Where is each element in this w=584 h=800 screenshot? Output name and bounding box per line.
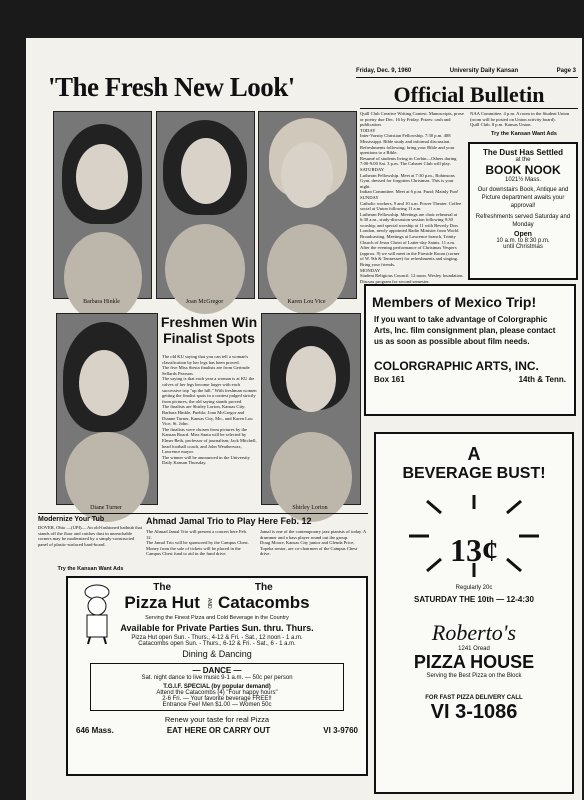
- beverage-a: A: [467, 444, 481, 464]
- story-paragraph: The saying is that each year a woman is at KU the calves of her legs become larger with each successive trip "up the hill." With freshman women getting the finalist spots in a contest judged strictly from pictures, the old saying stands proved.: [162, 376, 257, 404]
- pizza-hut-private: Available for Private Parties Sun. thru. Thurs.: [120, 623, 314, 633]
- want-ads-line-tub: Try the Kansan Want Ads: [57, 566, 124, 572]
- story-paragraph: The winner will be announced in the University Daily Kansan Thursday.: [162, 454, 250, 466]
- pizza-hut-name: Pizza Hut: [124, 593, 200, 612]
- story-headline: Freshmen Win Finalist Spots: [160, 314, 258, 346]
- pizza-hut-eat: EAT HERE OR CARRY OUT: [166, 726, 271, 735]
- story-paragraph: The finalists are Shirley Lorton, Kansas City; Barbara Hinkle, Pueblo; Joan McGregor and Dianne Turner, Kansas City, Mo., and Karen Lou Vice, St. John.: [162, 404, 253, 427]
- book-nook-until: until Christmas: [503, 244, 543, 250]
- beverage-regularly: Regularly 20c: [455, 585, 493, 591]
- tgif-line-1: Attend the Catacombs (4) "Four happy hours": [156, 690, 278, 696]
- newspaper-page: [26, 38, 582, 800]
- catacombs-name: Catacombs: [217, 593, 310, 612]
- caption-karen-lou-vice: Karen Lou Vice: [287, 299, 326, 305]
- mexico-headline: Members of Mexico Trip!: [372, 294, 537, 310]
- jamal-headline: Ahmad Jamal Trio to Play Here Feb. 12: [146, 516, 312, 526]
- dance-box: [90, 663, 344, 711]
- pizza-hut-serving: Serving the Finest Pizza and Cold Beverage in the Country: [145, 615, 289, 621]
- caption-shirley-lorton: Shirley Lorton: [292, 505, 328, 511]
- dance-line: Sat. night dance to live music 9-1 a.m. — 50c per person: [141, 675, 293, 681]
- book-nook-refreshments: Refreshments served Saturday and Monday: [475, 214, 571, 228]
- feature-title: 'The Fresh New Look': [48, 72, 295, 102]
- tgif-title: T.G.I.F. SPECIAL (by popular demand): [163, 684, 271, 690]
- tgif-line-2: 2-6 Fri. — Your favorite beverage FREE!!: [162, 696, 272, 702]
- colorgraphic-address: 14th & Tenn.: [518, 375, 566, 384]
- story-paragraph: The five Miss Siesta finalists are from Gertrude Sellards Pearson.: [162, 365, 250, 376]
- tub-body: DOVER, Ohio —(UPI)— An old-fashioned bathtub that stands off the floor and catches dust in unreachable corners may be modernized by a simply-constructed panel of plastic-surfaced hard-board.: [38, 525, 142, 547]
- robertos-pizza-house: PIZZA HOUSE: [413, 652, 535, 672]
- want-ads-line-bulletin: Try the Kansan Want Ads: [491, 131, 557, 137]
- pizza-chef-mascot-icon: [76, 582, 118, 644]
- book-nook-address: 1021½ Mass.: [504, 177, 542, 183]
- photo-shirley-lorton: [261, 313, 361, 505]
- book-nook-ad: [468, 142, 578, 280]
- story-paragraph: The old KU saying that you can tell a woman's classification by her legs has been proved.: [162, 354, 249, 365]
- beverage-date: SATURDAY THE 10th — 12-4:30: [414, 595, 534, 604]
- pizza-hut-title-right: [218, 582, 310, 613]
- book-nook-line2: at the: [515, 157, 531, 163]
- mexico-body: If you want to take advantage of Colorgraphic Arts, Inc. film consignment plan, please contact us as soon as possible about film needs.: [374, 315, 556, 346]
- pizza-hut-dining: Dining & Dancing: [182, 649, 252, 659]
- bulletin-title: Official Bulletin: [393, 82, 545, 107]
- dance-title: — DANCE —: [192, 666, 242, 675]
- caption-barbara-hinkle: Barbara Hinkle: [83, 299, 120, 305]
- caption-diane-turner: Diane Turner: [90, 505, 122, 511]
- catacombs-hours: Catacombs open Sun. - Thurs., 6-12 & Fri. - Sat., 6 - 1 a.m.: [138, 641, 296, 647]
- colorgraphic-name: COLORGRAPHIC ARTS, INC.: [374, 359, 539, 373]
- header-date: Friday, Dec. 9, 1960: [356, 68, 412, 74]
- tgif-line-3: Entrance Fee! Men $1.00 — Women 50c: [162, 702, 272, 708]
- pizza-hut-footer: [76, 726, 358, 735]
- colorgraphic-box: Box 161: [374, 375, 405, 384]
- photo-joan-mcgregor: [156, 111, 255, 299]
- book-nook-line1: The Dust Has Settled: [482, 148, 563, 157]
- catacombs-the: The: [254, 582, 273, 593]
- pizza-hut-address: 646 Mass.: [76, 726, 114, 735]
- colorgraphic-address-row: [374, 375, 566, 384]
- bulletin-column-2: NAA Committee. 4 p.m. A room in the Student Union (room will be posted on Union activity board). Quill Club. 8 p.m. Kansas Union.: [470, 111, 570, 128]
- photo-diane-turner: [56, 313, 158, 505]
- story-body: [162, 354, 258, 466]
- pizza-hut-ad: [66, 576, 368, 776]
- beverage-headline: BEVERAGE BUST!: [402, 465, 546, 482]
- robertos-logo: Roberto's: [431, 620, 517, 645]
- caption-joan-mcgregor: Joan McGregor: [185, 299, 224, 305]
- pizza-hut-renew: Renew your taste for real Pizza: [164, 715, 270, 724]
- beverage-price: 13¢: [450, 532, 498, 568]
- book-nook-hours: 10 a.m. to 8:30 p.m.: [496, 238, 550, 244]
- book-nook-name: BOOK NOOK: [485, 163, 561, 177]
- photo-karen-lou-vice: [258, 111, 357, 299]
- mexico-trip-ad: [364, 284, 576, 416]
- story-paragraph: The finalists were chosen from pictures by the Kansan Board. Miss Santa will be selected by Elmer Beth, professor of journalism; Jack Mitchell, head football coach, and John Weatherwax, Lawrence mayor.: [162, 426, 257, 455]
- photo-barbara-hinkle: [53, 111, 152, 299]
- robertos-delivery: FOR FAST PIZZA DELIVERY CALL: [425, 695, 523, 701]
- robertos-phone: VI 3-1086: [430, 701, 518, 723]
- book-nook-open: Open: [514, 231, 532, 238]
- jamal-column-1: The Ahmad Jamal Trio will present a concert here Feb. 12. The Jamal Trio will be sponsored by the Campus Chest. Money from the sale of tickets will be placed in the Campus Chest fund to aid in the fund drive.: [146, 529, 249, 557]
- header-paper: University Daily Kansan: [449, 68, 519, 74]
- pizza-hut-the: The: [153, 582, 172, 593]
- robertos-tagline: Serving the Best Pizza on the Block: [426, 673, 522, 679]
- pizza-hut-hours: Pizza Hut open Sun. - Thurs., 4-12 & Fri. - Sat., 12 noon - 1 a.m.: [131, 635, 303, 641]
- pizza-hut-and: AND: [205, 598, 212, 609]
- page-header: [356, 68, 576, 74]
- tub-title: Modernize Your Tub: [38, 516, 105, 523]
- pizza-hut-title-left: [124, 582, 200, 613]
- beverage-bust-ad: [374, 432, 574, 794]
- pizza-hut-phone: VI 3-9760: [323, 726, 358, 735]
- bulletin-column-1: Quill Club Creative Writing Contest. Manuscripts, prose or poetry due Dec. 16 by Friday. Prizes: cash and publication. TODAY Inter-Varsity Christian Fellowship. 7:30 p.m. 408 Mississippi. Bible study and informal discussion. Refreshments following; bring your Bible and your questions to a Bible. Resumé of students living in Corbin—Others during 7:00-9:00 Sat. 3 p.m. The Cabaret Club will play. SATURDAY Lutheran Fellowship. Meet at 7:30 p.m., Robinsons Gym, dressed for forgotten Christmas. This is your night. Indian Committee. Meet at 6 p.m. Fund; Mainly Fun! SUNDAY Catholic workers, 9 and 10 a.m. Power Theater. Coffee social at Union following 11 a.m. Lutheran Fellowship. Meetings are choir rehearsal at 6:30 a.m., study-discussion session following 9:30 worship, and special worship at 11 with Beverly Don London, newly appointed Radio Minister from World Broadcasting. Meetings at Lawrence branch, Trinity Church of Jesus Christ of Latter-day Saints. 11 a.m. After the evening performance of Christmas Vespers (approx. 9) we will meet in the Fireside Room (corner of W. 9th & Tennessee) for refreshments and singing. Bring your friends. MONDAY Student Religious Council. 12 noon. Wesley foundation. Discuss program for second semester.: [360, 111, 464, 284]
- header-page: Page 3: [556, 68, 576, 74]
- jamal-column-2: Jamal is one of the contemporary jazz pianists of today. A drummer and a bass player round out the group. Doug Moore, Kansas City junior and Glenda Price, Topeka senior, are co-chairmen of the Campus Chest drive.: [260, 529, 366, 557]
- book-nook-body: Our downstairs Book, Antique and Picture department awaits your approval!: [477, 187, 569, 209]
- robertos-address: 1241 Oread: [458, 646, 490, 652]
